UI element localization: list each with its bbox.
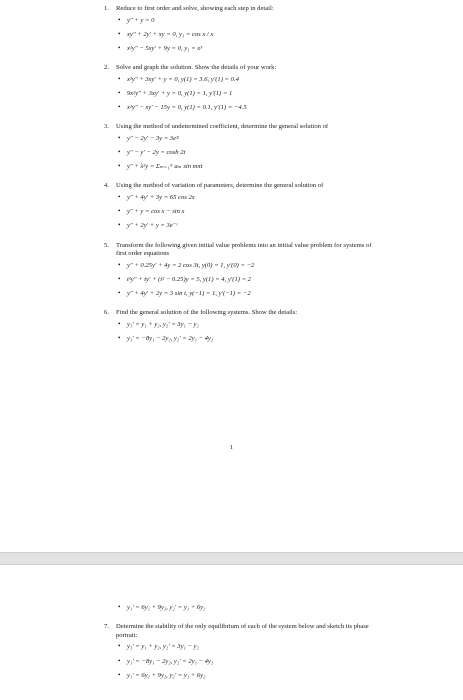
list-item [118, 44, 373, 54]
problem-text: Transform the following given initial value problems into an initial value problem for systems of first order equations [116, 241, 372, 258]
equation: t²y″ + ty′ + (t² − 0.25)y = 5, y(1) = 4, y′(1) = 2 [127, 276, 251, 283]
list-item [118, 148, 373, 158]
page-separator [0, 553, 463, 564]
bullet-icon: • [118, 162, 121, 171]
equation: x²y″ − xy′ − 15y = 0, y(1) = 0.1, y′(1) = −4.5 [127, 104, 247, 112]
list-item [118, 261, 373, 271]
list-item [118, 320, 373, 330]
list-item [118, 162, 373, 172]
page-2 [0, 564, 463, 700]
list-item [118, 207, 373, 217]
bullet-icon: • [118, 670, 121, 679]
list-item [118, 657, 373, 667]
problem-5 [104, 242, 373, 299]
bullet-icon: • [118, 642, 121, 651]
bullet-icon: • [118, 221, 121, 230]
problem-text: Determine the stability of the only equilibrium of each of the system below and sketch its phase portrait: [116, 623, 369, 639]
list-item [118, 103, 373, 113]
equation: y″ + y = 0 [127, 16, 155, 24]
problem-number: 5. [104, 241, 109, 249]
equation: y₁′ = −8y₁ − 2y₂, y₂′ = 2y₁ − 4y₂ [127, 335, 214, 343]
list-item [118, 603, 373, 613]
list-item [118, 275, 373, 285]
equation: y″ − 2y′ − 3y = 3e²ᵗ [127, 134, 180, 142]
bullet-icon: • [118, 275, 121, 283]
list-item [118, 193, 373, 203]
list-item [118, 16, 373, 26]
bullet-icon: • [118, 148, 121, 157]
page-number: 1 [229, 444, 234, 451]
equation: x²y″ + 3xy′ + y = 0, y(1) = 3.6, y′(1) = 0.4 [127, 75, 239, 83]
list-item [118, 134, 373, 144]
bullet-icon: • [118, 603, 121, 611]
list-item [118, 75, 373, 85]
problem-1 [104, 5, 373, 54]
page-1-content [104, 5, 373, 348]
problem-number: 2. [104, 64, 109, 72]
equation: y″ + y = cos x − sin x [127, 208, 185, 216]
bullet-icon: • [118, 207, 121, 216]
problem-4 [104, 182, 373, 231]
equation: y₁′ = 6y₁ + 9y₂, y₂′ = y₁ + 6y₂ [127, 671, 206, 679]
problem-6 [104, 309, 373, 343]
bullet-icon: • [118, 103, 121, 112]
equation: y″ − y′ − 2y = cosh 2t [127, 149, 186, 157]
bullet-icon: • [118, 260, 121, 269]
problem-number: 6. [104, 309, 109, 317]
bullet-icon: • [118, 133, 121, 142]
equation: xy″ + 2y′ + xy = 0, y₁ = cos x / x [127, 30, 214, 38]
equation: 9x²y″ + 3xy′ + y = 0, y(1) = 1, y′(1) = 1 [127, 89, 233, 97]
problem-text: Find the general solution of the following systems. Show the details: [116, 309, 298, 317]
equation: x²y″ − 5xy′ + 9y = 0, y₁ = x³ [127, 44, 203, 52]
list-item [118, 289, 373, 299]
bullet-icon: • [118, 319, 121, 328]
bullet-icon: • [118, 15, 121, 24]
bullet-icon: • [118, 334, 121, 343]
problem-7 [104, 623, 373, 680]
list-item [118, 642, 373, 652]
problem-3 [104, 123, 373, 172]
problem-number: 4. [104, 182, 109, 190]
equation: y₁′ = −8y₁ − 2y₂, y₂′ = 2y₁ − 4y₂ [127, 657, 214, 665]
list-item [118, 89, 373, 99]
problem-text: Using the method of variation of parameters, determine the general solution of [116, 182, 324, 190]
equation: y₁′ = y₁ + y₂, y₂′ = 3y₁ − y₂ [127, 320, 199, 328]
bullet-icon: • [118, 656, 121, 665]
equation: y″ + 0.25y′ + 4y = 2 cos 3t, y(0) = 1, y′(0) = −2 [127, 261, 255, 269]
bullet-icon: • [118, 43, 121, 52]
problem-text: Using the method of undetermined coefficient, determine the general solution of [116, 123, 329, 131]
equation: y″ + 2y′ + y = 3e⁻ᵗ [127, 222, 178, 230]
bullet-icon: • [118, 289, 121, 298]
problem-2 [104, 64, 373, 113]
bullet-icon: • [118, 74, 121, 83]
problem-number: 3. [104, 123, 109, 131]
equation: y₁′ = y₁ + y₂, y₂′ = 3y₁ − y₂ [127, 643, 199, 651]
page-2-content [104, 603, 373, 685]
problem-number: 7. [104, 623, 109, 631]
bullet-icon: • [118, 29, 121, 38]
bullet-icon: • [118, 88, 121, 97]
equation: y″ + 4y′ + 2y = 3 sin t, y(−1) = 1, y′(−1) = −2 [127, 290, 251, 298]
list-item [118, 334, 373, 344]
problem-text: Reduce to first order and solve, showing each step in detail: [116, 5, 274, 12]
list-item [118, 30, 373, 40]
bullet-icon: • [118, 193, 121, 202]
equation: y₁′ = 6y₁ + 9y₂, y₂′ = y₁ + 6y₂ [127, 604, 206, 611]
equation: y″ + 4y′ + 3y = 65 cos 2x [127, 194, 195, 202]
problem-number: 1. [104, 5, 109, 12]
list-item [118, 221, 373, 231]
problem-text: Solve and graph the solution. Show the details of your work: [116, 64, 277, 72]
equation: y″ + λ²y = Σₘ₌₁ᴺ aₘ sin mπt [127, 163, 203, 171]
list-item [118, 671, 373, 681]
